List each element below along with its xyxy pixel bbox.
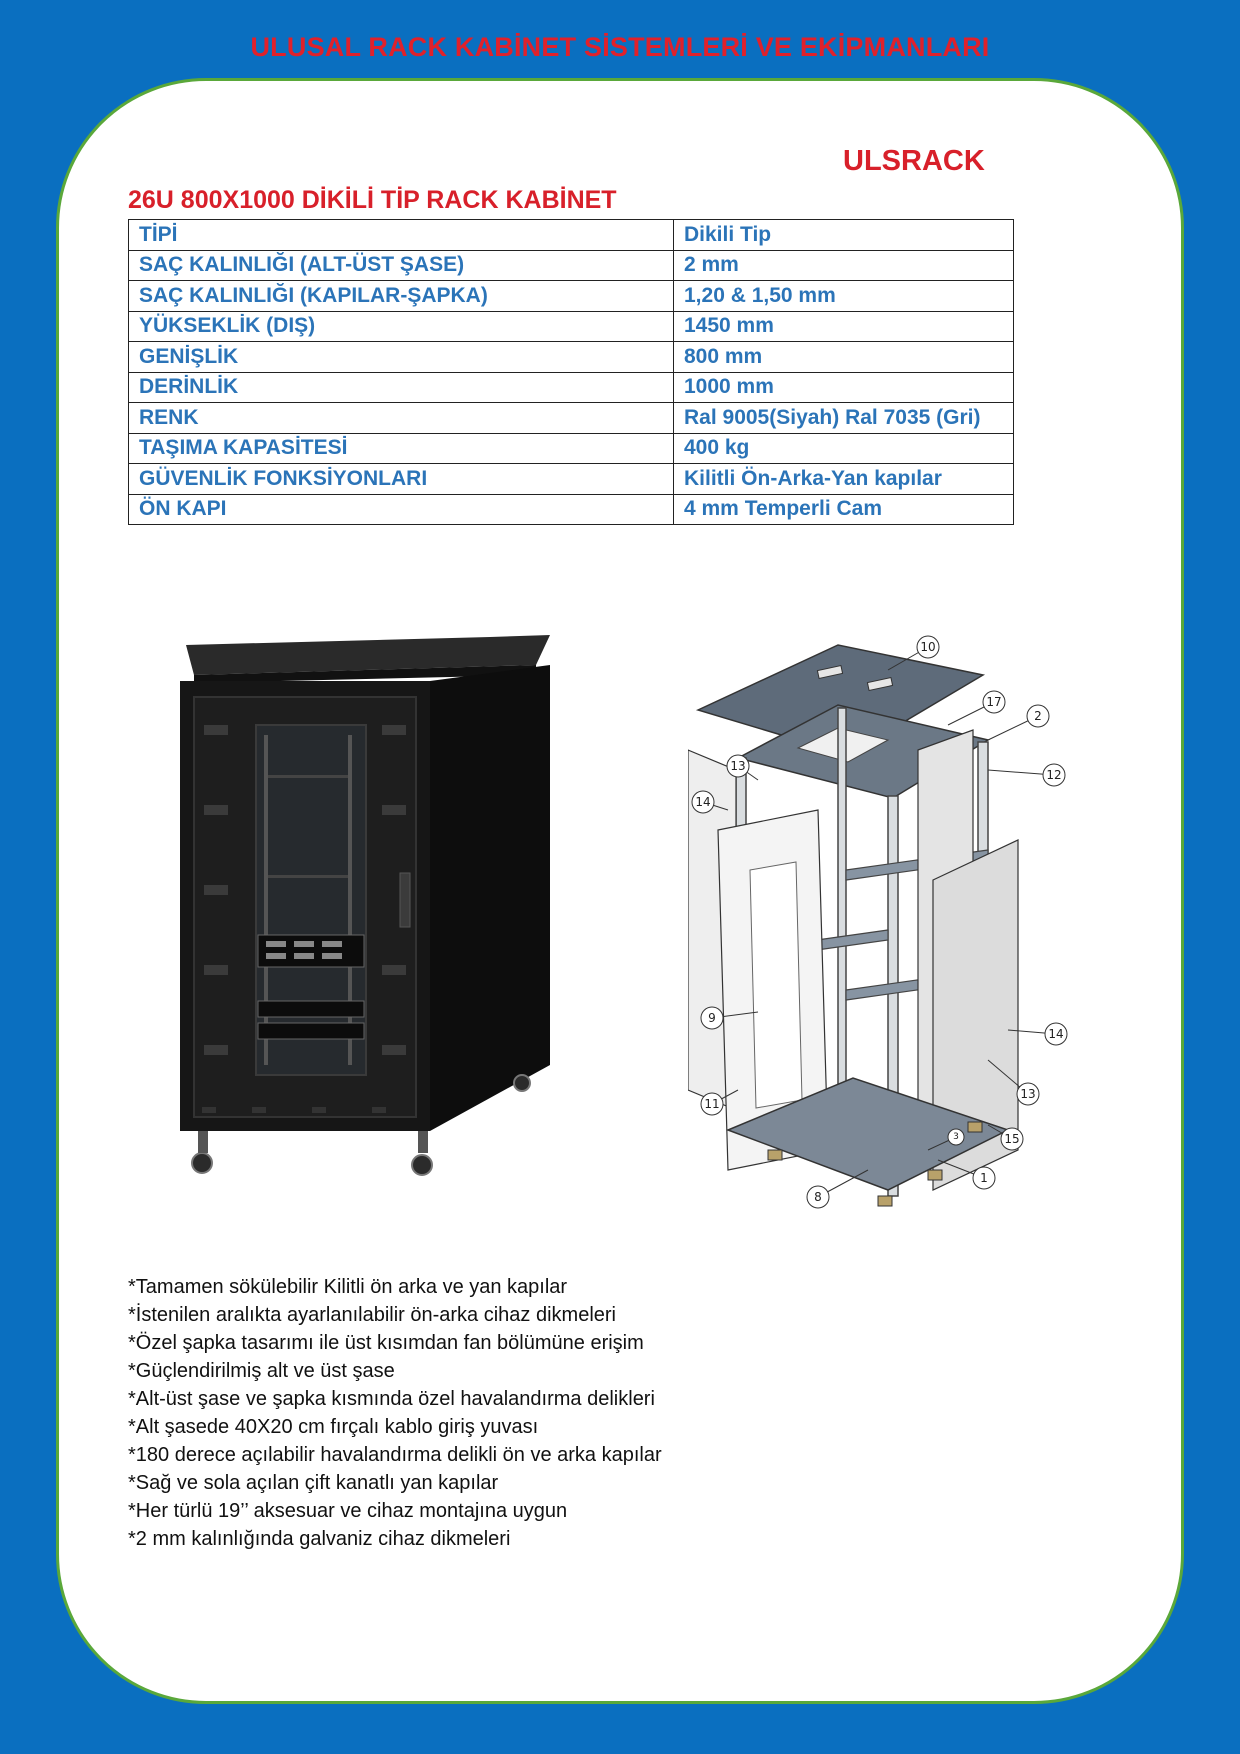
- callout-label: 3: [953, 1132, 959, 1142]
- table-row: [129, 250, 1014, 281]
- spec-label: ÖN KAPI: [129, 494, 674, 525]
- callout-label: 11: [704, 1097, 720, 1111]
- spec-value: 2 mm: [674, 250, 1014, 281]
- callout-label: 15: [1004, 1132, 1020, 1146]
- list-item: *180 derece açılabilir havalandırma delikli ön ve arka kapılar: [128, 1444, 662, 1466]
- spec-value: 400 kg: [674, 433, 1014, 464]
- callout-label: 8: [814, 1190, 822, 1204]
- callout-label: 17: [986, 695, 1002, 709]
- spec-value: 4 mm Temperli Cam: [674, 494, 1014, 525]
- product-title: 26U 800X1000 DİKİLİ TİP RACK KABİNET: [128, 186, 617, 214]
- list-item: *Güçlendirilmiş alt ve üst şase: [128, 1360, 395, 1382]
- list-item: *Tamamen sökülebilir Kilitli ön arka ve yan kapılar: [128, 1276, 568, 1298]
- callout-label: 9: [708, 1011, 716, 1025]
- callout-label: 14: [1048, 1027, 1064, 1041]
- callout-label: 2: [1034, 709, 1042, 723]
- spec-value: Dikili Tip: [674, 220, 1014, 251]
- spec-table: [128, 219, 1014, 525]
- list-item: *Alt-üst şase ve şapka kısmında özel havalandırma delikleri: [128, 1388, 655, 1410]
- spec-label: DERİNLİK: [129, 372, 674, 403]
- spec-value: 800 mm: [674, 342, 1014, 373]
- spec-value: 1000 mm: [674, 372, 1014, 403]
- spec-label: TAŞIMA KAPASİTESİ: [129, 433, 674, 464]
- list-item: *Alt şasede 40X20 cm fırçalı kablo giriş yuvası: [128, 1416, 539, 1438]
- table-row: [129, 311, 1014, 342]
- table-row: [129, 403, 1014, 434]
- callout-label: 12: [1046, 768, 1062, 782]
- spec-label: SAÇ KALINLIĞI (KAPILAR-ŞAPKA): [129, 281, 674, 312]
- callout-label: 14: [695, 795, 711, 809]
- list-item: *Sağ ve sola açılan çift kanatlı yan kapılar: [128, 1472, 499, 1494]
- brand-name: ULSRACK: [843, 145, 985, 177]
- callout-label: 13: [730, 759, 746, 773]
- spec-label: YÜKSEKLİK (DIŞ): [129, 311, 674, 342]
- list-item: *İstenilen aralıkta ayarlanılabilir ön-arka cihaz dikmeleri: [128, 1304, 616, 1326]
- callout-label: 13: [1020, 1087, 1036, 1101]
- spec-value: 1,20 & 1,50 mm: [674, 281, 1014, 312]
- spec-value: Kilitli Ön-Arka-Yan kapılar: [674, 464, 1014, 495]
- callout-label: 10: [920, 640, 936, 654]
- spec-label: RENK: [129, 403, 674, 434]
- spec-value: 1450 mm: [674, 311, 1014, 342]
- exploded-diagram: [688, 630, 1083, 1210]
- spec-label: TİPİ: [129, 220, 674, 251]
- list-item: *Her türlü 19’’ aksesuar ve cihaz montajına uygun: [128, 1500, 568, 1522]
- table-row: [129, 220, 1014, 251]
- cabinet-photo: [172, 625, 552, 1190]
- spec-label: GENİŞLİK: [129, 342, 674, 373]
- spec-label: SAÇ KALINLIĞI (ALT-ÜST ŞASE): [129, 250, 674, 281]
- spec-label: GÜVENLİK FONKSİYONLARI: [129, 464, 674, 495]
- callout-label: 1: [980, 1171, 988, 1185]
- table-row: [129, 342, 1014, 373]
- header-title: ULUSAL RACK KABİNET SİSTEMLERİ VE EKİPMANLARI: [250, 32, 990, 62]
- feature-list: [128, 1273, 662, 1553]
- table-row: [129, 494, 1014, 525]
- list-item: *2 mm kalınlığında galvaniz cihaz dikmeleri: [128, 1528, 511, 1550]
- table-row: [129, 464, 1014, 495]
- table-row: [129, 433, 1014, 464]
- table-row: [129, 281, 1014, 312]
- list-item: *Özel şapka tasarımı ile üst kısımdan fan bölümüne erişim: [128, 1332, 644, 1354]
- spec-value: Ral 9005(Siyah) Ral 7035 (Gri): [674, 403, 1014, 434]
- table-row: [129, 372, 1014, 403]
